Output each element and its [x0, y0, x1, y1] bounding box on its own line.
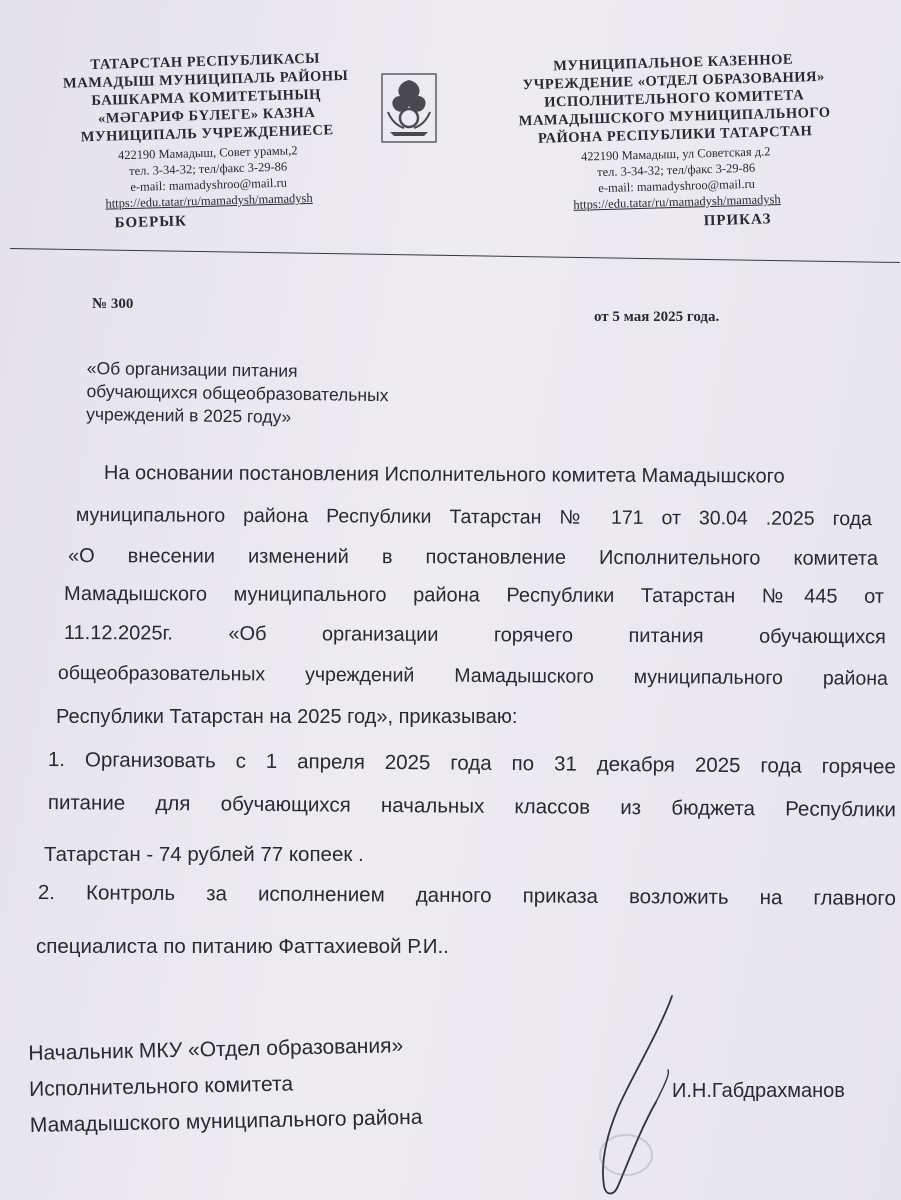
body-line: 1. Организовать с 1 апреля 2025 года по 31 декабря 2025 года горячее	[47, 748, 896, 779]
header-left-email: e-mail: mamadyshroo@mail.ru	[130, 175, 288, 194]
header-right	[458, 48, 893, 237]
body-line: Республики Татарстан на 2025 год», приказываю:	[56, 706, 518, 728]
header-left-doc-type: БОЕРЫК	[114, 213, 188, 232]
header-right-phone: тел. 3-34-32; тел/факс 3-29-86	[596, 160, 756, 180]
header-left-address: 422190 Мамадыш, Совет урамы,2	[117, 143, 298, 163]
header-right-org-line: УЧРЕЖДЕНИЕ «ОТДЕЛ ОБРАЗОВАНИЯ»	[522, 68, 825, 94]
signature-position	[28, 1028, 423, 1144]
body-line: общеобразовательных учреждений Мамадышского муниципального района	[57, 662, 888, 690]
header-right-org-line: МАМАДЫШСКОГО МУНИЦИПАЛЬНОГО	[518, 104, 831, 130]
header-left-website: https://edu.tatar/ru/mamadysh/mamadysh	[105, 190, 313, 211]
body-line: «О внесении изменений в постановление Исполнительного комитета	[67, 545, 878, 570]
order-title	[86, 357, 507, 432]
signature-position-line: Исполнительного комитета	[28, 1072, 294, 1101]
header-left-org-line: МУНИЦИПАЛЬ УЧРЕЖДЕНИЕСЕ	[80, 122, 334, 146]
header-left-org-line: БАШКАРМА КОМИТЕТЫНЫҢ	[91, 86, 322, 110]
header-left-org-line: ТАТАРСТАН РЕСПУБЛИКАСЫ	[90, 50, 321, 74]
body-line: Татарстан - 74 рублей 77 копеек .	[44, 843, 364, 866]
header-right-address: 422190 Мамадыш, ул Советская д.2	[580, 144, 771, 164]
stamp-mark-icon	[596, 1130, 656, 1180]
header-left-org-line: «МӘГАРИФ БҮЛЕГЕ» КАЗНА	[97, 104, 316, 127]
order-date: от 5 мая 2025 года.	[594, 309, 720, 325]
order-title-line: обучающихся общеобразовательных	[86, 380, 389, 406]
body-line: Мамадышского муниципального района Республики Татарстан №445 от	[63, 583, 884, 608]
header-right-email: e-mail: mamadyshroo@mail.ru	[598, 176, 756, 196]
header-divider	[10, 248, 900, 263]
header-right-org-line: РАЙОНА РЕСПУБЛИКИ ТАТАРСТАН	[537, 123, 813, 147]
tatarstan-coat-of-arms-icon	[380, 72, 438, 144]
header-left-org-line: МАМАДЫШ МУНИЦИПАЛЬ РАЙОНЫ	[62, 67, 349, 92]
body-line: специалиста по питанию Фаттахиевой Р.И..	[36, 935, 449, 958]
header-right-website: https://edu.tatar/ru/mamadysh/mamadysh	[573, 192, 781, 212]
order-number: № 300	[92, 296, 134, 312]
header-left	[20, 48, 395, 235]
body-line: 2. Контроль за исполнением данного приказа возложить на главного	[37, 881, 896, 910]
body-line: 11.12.2025г. «Об организации горячего питания обучающихся	[63, 622, 886, 649]
header-right-org-line: ИСПОЛНИТЕЛЬНОГО КОМИТЕТА	[543, 87, 805, 111]
body-line: питание для обучающихся начальных классов из бюджета Республики	[47, 791, 896, 822]
header-right-org-line: МУНИЦИПАЛЬНОЕ КАЗЕННОЕ	[553, 51, 794, 75]
header-right-doc-type: ПРИКАЗ	[703, 211, 772, 230]
order-title-line: «Об организации питания	[86, 357, 298, 381]
signer-name: И.Н.Габдрахманов	[672, 1080, 845, 1102]
body-line: На основании постановления Исполнительного комитета Мамадышского	[103, 462, 785, 488]
signature-position-line: Мамадышского муниципального района	[29, 1105, 423, 1137]
header-left-phone: тел. 3-34-32; тел/факс 3-29-86	[128, 159, 288, 178]
signature-position-line: Начальник МКУ «Отдел образования»	[28, 1034, 404, 1065]
order-title-line: учреждений в 2025 году»	[86, 403, 292, 427]
body-line: муниципального района Республики Татарстан № 171 от 30.04 .2025 года	[75, 504, 872, 531]
